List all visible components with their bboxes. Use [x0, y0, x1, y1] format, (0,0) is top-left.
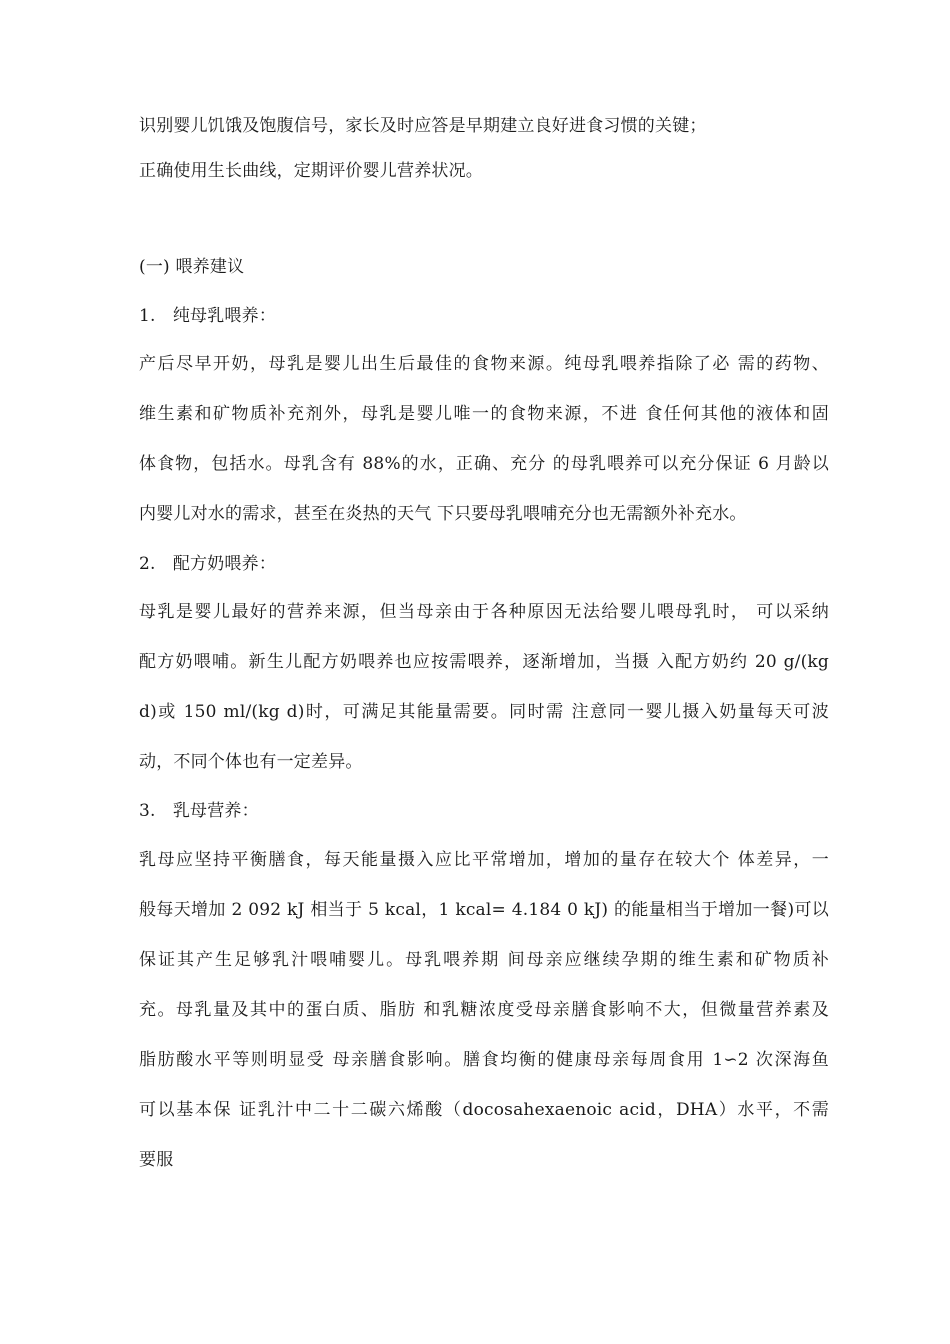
section-title: (一) 喂养建议: [139, 257, 245, 277]
paragraph-line: 母乳是婴儿最好的营养来源，但当母亲由于各种原因无法给婴儿喂母乳时， 可以采纳: [139, 602, 829, 622]
paragraph-line: 乳母应坚持平衡膳食，每天能量摄入应比平常增加，增加的量存在较大个 体差异，一: [139, 850, 829, 870]
paragraph-line: 般每天增加 2 092 kJ 相当于 5 kcal，1 kcal= 4.184 0 kJ) 的能量相当于增加一餐)可以: [139, 900, 829, 920]
paragraph-line: 配方奶喂哺。新生儿配方奶喂养也应按需喂养，逐渐增加，当摄 入配方奶约 20 g/(kg: [139, 652, 829, 672]
paragraph-line: 脂肪酸水平等则明显受 母亲膳食影响。膳食均衡的健康母亲每周食用 1∽2 次深海鱼: [139, 1050, 829, 1070]
paragraph-line: 体食物，包括水。母乳含有 88%的水，正确、充分 的母乳喂养可以充分保证 6 月龄以: [139, 454, 829, 474]
item-heading: 1. 纯母乳喂养：: [139, 306, 277, 326]
paragraph-line: 动，不同个体也有一定差异。: [139, 752, 363, 772]
paragraph-line: 维生素和矿物质补充剂外，母乳是婴儿唯一的食物来源，不进 食任何其他的液体和固: [139, 404, 829, 424]
item-heading: 3. 乳母营养：: [139, 801, 259, 821]
paragraph-line: 保证其产生足够乳汁喂哺婴儿。母乳喂养期 间母亲应继续孕期的维生素和矿物质补: [139, 950, 829, 970]
item-heading: 2. 配方奶喂养：: [139, 554, 277, 574]
paragraph-line: 充。母乳量及其中的蛋白质、脂肪 和乳糖浓度受母亲膳食影响不大，但微量营养素及: [139, 1000, 829, 1020]
intro-line: 正确使用生长曲线，定期评价婴儿营养状况。: [139, 161, 483, 181]
intro-line: 识别婴儿饥饿及饱腹信号，家长及时应答是早期建立良好进食习惯的关键；: [139, 116, 707, 136]
paragraph-line: 可以基本保 证乳汁中二十二碳六烯酸（docosahexaenoic acid，DHA）水平，不需: [139, 1100, 829, 1120]
paragraph-line: 产后尽早开奶，母乳是婴儿出生后最佳的食物来源。纯母乳喂养指除了必 需的药物、: [139, 354, 829, 374]
paragraph-line: 要服: [139, 1150, 174, 1170]
paragraph-line: d)或 150 ml/(kg d)时，可满足其能量需要。同时需 注意同一婴儿摄入奶量每天可波: [139, 702, 829, 722]
paragraph-line: 内婴儿对水的需求，甚至在炎热的天气 下只要母乳喂哺充分也无需额外补充水。: [139, 504, 747, 524]
